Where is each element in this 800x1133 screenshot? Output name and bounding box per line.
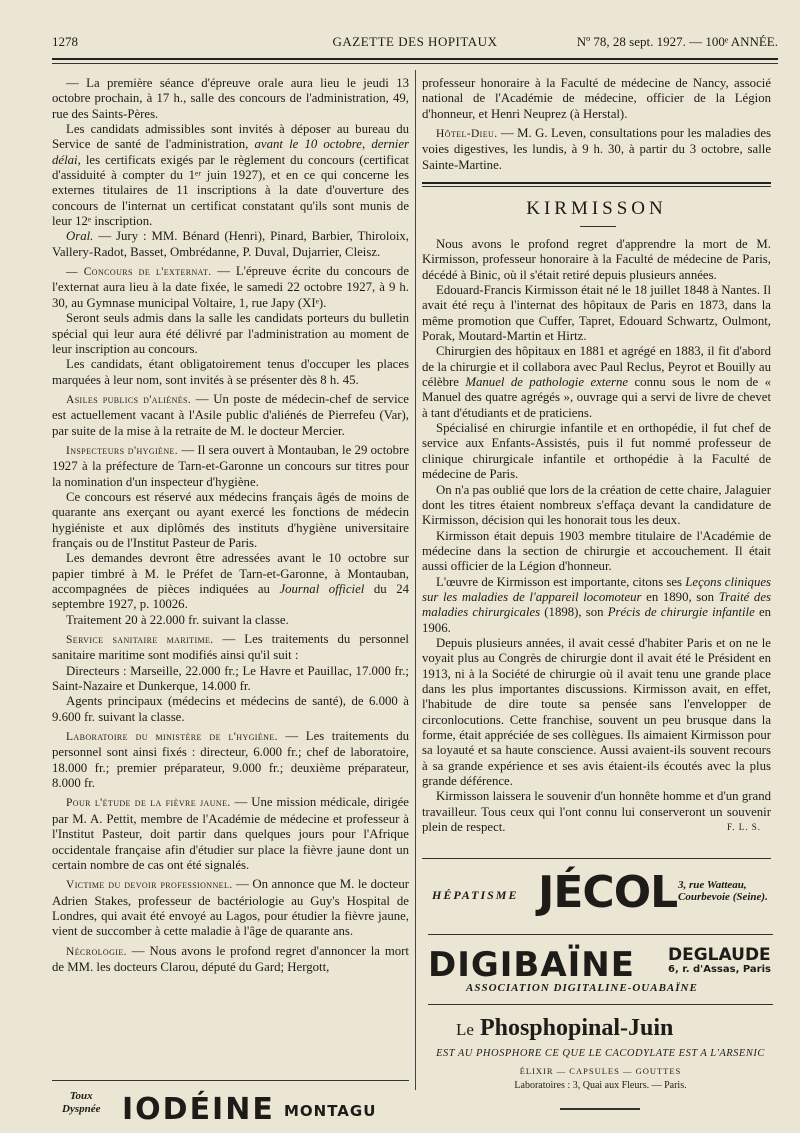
ad-digibaine-maker: DEGLAUDE [668, 945, 771, 965]
paragraph: Directeurs : Marseille, 22.000 fr.; Le Havre et Pauillac, 17.000 fr.; Saint-Nazaire et Dunkerque, 14.000 fr. [52, 663, 409, 694]
obituary-body [422, 237, 771, 835]
journal-title: GAZETTE DES HOPITAUX [332, 34, 498, 49]
ad-jecol-address: 3, rue Watteau, Courbevoie (Seine). [678, 879, 768, 903]
paragraph: Les candidats admissibles sont invités à déposer au bureau du Service de santé de l'administration, avant le 10 octobre, dernier délai, les certificats exigés par le règlement du concours (certificat d'assiduité à compter du 1ᵉʳ juin 1927), et en ce qui concerne les externes titulaires de 11 inscriptions à la date d'ouverture des concours de l'internat un certificat constatant qu'ils sont munis de leur 12ᵉ inscription. [52, 122, 409, 229]
section-laboratoire: Laboratoire du ministère de l'hygiène. — Les traitements du personnel sont ainsi fixés : directeur, 6.000 fr.; chef de laboratoire, 18.000 fr.; premier préparateur, 9.000 fr.; deuxième préparateur, 8.000 fr. [52, 729, 409, 791]
paragraph: Seront seuls admis dans la salle les candidats porteurs du bulletin spécial qui leur aura été délivré par l'administration au moment de leur inscription au concours. [52, 311, 409, 356]
header-rule-thin [52, 63, 778, 64]
section-sanitaire: Service sanitaire maritime. — Les traitements du personnel sanitaire maritime sont modifiés ainsi qu'il suit : [52, 632, 409, 663]
ad-rule [428, 1004, 773, 1005]
paragraph: professeur honoraire à la Faculté de médecine de Nancy, associé national de l'Académie de médecine, officier de la Légion d'honneur, et Henri Neuprez (à Herstal). [422, 76, 771, 121]
ad-phosphopinal-address: Laboratoires : 3, Quai aux Fleurs. — Paris. [514, 1080, 687, 1091]
section-rule [422, 182, 771, 184]
paragraph: Les candidats, étant obligatoirement tenus d'occuper les places marquées à leur nom, sont invités à se présenter dès 8 h. 45. [52, 357, 409, 387]
ad-jecol-brand: JÉCOL [538, 867, 678, 918]
ad-iodeine-maker: MONTAGU [284, 1102, 377, 1120]
paragraph: Oral. — Jury : MM. Bénard (Henri), Pinard, Barbier, Thiroloix, Vallery-Radot, Basset, Ombrédanne, P. Duval, Dujarrier, Cleisz. [52, 229, 409, 259]
section-inspecteurs: Inspecteurs d'hygiène. — Il sera ouvert à Montauban, le 29 octobre 1927 à la préfecture de Tarn-et-Garonne un concours sur titres pour la nomination d'un inspecteur d'hygiène. [52, 442, 409, 489]
ad-iodeine-brand: IODÉINE [122, 1092, 275, 1127]
section-asiles: Asiles publics d'aliénés. — Un poste de médecin-chef de service est actuellement vacant à l'Asile public d'aliénés de Pierrefeu (Var), par suite de la mise à la retraite de M. le docteur Mercier. [52, 391, 409, 438]
paragraph: Spécialisé en chirurgie infantile et en orthopédie, il fut chef de service aux Enfants-Assistés, puis il fut nommé professeur de clinique chirurgicale infantile et orthopédie à la Faculté de médecine de Paris. [422, 421, 771, 482]
paragraph: Traitement 20 à 22.000 fr. suivant la classe. [66, 612, 289, 627]
ad-rule [422, 858, 771, 859]
ad-jecol [428, 865, 773, 925]
ad-phosphopinal-brand: Le Phosphopinal-Juin [456, 1015, 674, 1041]
ad-iodeine-indications: Toux Dyspnée [62, 1090, 101, 1115]
ad-digibaine-brand: DIGIBAÏNE [428, 945, 635, 985]
paragraph: Kirmisson laissera le souvenir d'un honnête homme et d'un grand travailleur. Tous ceux qui l'ont connu lui conserveront un souvenir plein de respect. F. L. S. [422, 789, 771, 835]
ad-phosphopinal-forms: ÉLIXIR — CAPSULES — GOUTTES [519, 1066, 682, 1076]
section-hotel-dieu: Hôtel-Dieu. — M. G. Leven, consultations pour les maladies des voies digestives, les lundis, à 9 h. 30, à partir du 3 octobre, salle Sainte-Martine. [422, 126, 771, 172]
ad-digibaine-address: 6, r. d'Assas, Paris [668, 964, 771, 975]
left-column [52, 76, 409, 975]
page-number: 1278 [52, 34, 78, 49]
paragraph: Depuis plusieurs années, il avait cessé d'habiter Paris et on ne le voyait plus au Congrès de chirurgie dont il avait été le Président en 1913, ni à la Société de chirurgie où il avait tenu une grande place dans les plus importantes discussions. Kirmisson avait, en effet, l'habitude de dire toute sa pensée sans l'envelopper de circonlocutions. Cette franchise, souvent un peu brusque dans la forme, était appréciée de ses collègues. Ils aimaient Kirmisson pour sa loyauté et sa haute conscience. Aussi avaient-ils souvent recours à sa grande expérience et ses avis étaient-ils écoutés avec la plus grande déférence. [422, 635, 771, 789]
ad-phosphopinal [428, 1015, 773, 1095]
paragraph: Agents principaux (médecins et médecins de santé), de 6.000 à 9.600 fr. suivant la classe. [52, 694, 409, 724]
ad-ornament [560, 1108, 640, 1110]
ad-digibaine [428, 945, 773, 995]
page-header [52, 34, 778, 56]
section-rule-thin [422, 186, 771, 187]
paragraph: — La première séance d'épreuve orale aura lieu le jeudi 13 octobre prochain, à 17 h., salle des concours de l'administration, 49, rue des Saints-Pères. [52, 76, 409, 121]
right-column-top [422, 76, 771, 173]
ad-iodeine [52, 1088, 409, 1128]
column-divider [415, 70, 416, 1090]
paragraph: On n'a pas oublié que lors de la création de cette chaire, Jalaguier dont les titres étaient nombreux s'effaça devant la candidature de Kirmisson, décision qui les honorait tous les deux. [422, 482, 771, 528]
paragraph: Edouard-Francis Kirmisson était né le 18 juillet 1848 à Nantes. Il avait été reçu à l'internat des hôpitaux de Paris en 1873, dans la même promotion que Cuffer, Tapret, Edouard Schwartz, Oulmont, Porak, Moutard-Martin et Hirtz. [422, 283, 771, 344]
ad-rule [52, 1080, 409, 1081]
section-fievre-jaune: Pour l'étude de la fièvre jaune. — Une mission médicale, dirigée par M. A. Pettit, membre de l'Académie de médecine et professeur à l'Institut Pasteur, doit partir dans quelques jours pour l'Afrique occidentale française afin d'étudier sur place la fièvre jaune dont un certain nombre de cas ont été signalés. [52, 795, 409, 872]
ad-jecol-tagline: HÉPATISME [432, 888, 519, 902]
paragraph: L'œuvre de Kirmisson est importante, citons ses Leçons cliniques sur les maladies de l'appareil locomoteur en 1890, son Traité des maladies chirurgicales (1898), son Précis de chirurgie infantile en 1906. [422, 574, 772, 635]
ad-rule [428, 934, 773, 935]
paragraph: Chirurgien des hôpitaux en 1881 et agrégé en 1883, il fit d'abord de la chirurgie et il collabora avec Paul Reclus, Peyrot et Bouilly au célèbre Manuel de pathologie externe connu sous le nom de « Manuel des quatre agrégés », ouvrage qui a servi de livre de chevet à tant d'étudiants et de praticiens. [422, 344, 771, 420]
paragraph: Les demandes devront être adressées avant le 10 octobre sur papier timbré à M. le Préfet de Tarn-et-Garonne, à Montauban, accompagnées de pièces indiquées au Journal officiel du 24 septembre 1927, p. 10026. [52, 551, 410, 612]
ad-phosphopinal-slogan: EST AU PHOSPHORE CE QUE LE CACODYLATE EST A L'ARSENIC [436, 1048, 765, 1059]
header-rule [52, 58, 778, 60]
title-rule [580, 226, 616, 227]
section-victime: Victime du devoir professionnel. — On annonce que M. le docteur Adrien Stakes, professeur de bactériologie au Guy's Hospital de Londres, qui avait été envoyé au Lagos, pour étudier la fièvre jaune, vient de succomber à cette maladie à l'âge de quarante ans. [52, 877, 409, 939]
issue-info: Nº 78, 28 sept. 1927. — 100ᵉ ANNÉE. [576, 34, 778, 49]
signature: F. L. S. [726, 822, 761, 833]
obituary-title: KIRMISSON [526, 198, 667, 219]
ad-digibaine-subtitle: ASSOCIATION DIGITALINE-OUABAÏNE [466, 982, 698, 994]
section-externat: — Concours de l'externat. — L'épreuve écrite du concours de l'externat aura lieu à la date fixée, le samedi 22 octobre 1927, à 9 h. 30, au Gymnase municipal Voltaire, 1, rue Japy (XIᵉ). [52, 264, 410, 310]
paragraph: Nous avons le profond regret d'apprendre la mort de M. Kirmisson, professeur honoraire à la Faculté de médecine de Paris, décédé à Binic, où il s'était retiré depuis plusieurs années. [422, 237, 771, 282]
paragraph: Ce concours est réservé aux médecins français âgés de moins de quarante ans exerçant ou ayant exercé les fonctions de médecin hygiéniste et aux diplômés des instituts d'hygiène universitaire français ou de l'Institut Pasteur de Paris. [52, 489, 409, 550]
paragraph: Kirmisson était depuis 1903 membre titulaire de l'Académie de médecine dans la section de chirurgie et accouchement. Il était aussi officier de la Légion d'honneur. [422, 528, 771, 574]
section-necrologie: Nécrologie. — Nous avons le profond regret d'annoncer la mort de MM. les docteurs Clarou, député du Gard; Hergott, [52, 943, 409, 974]
